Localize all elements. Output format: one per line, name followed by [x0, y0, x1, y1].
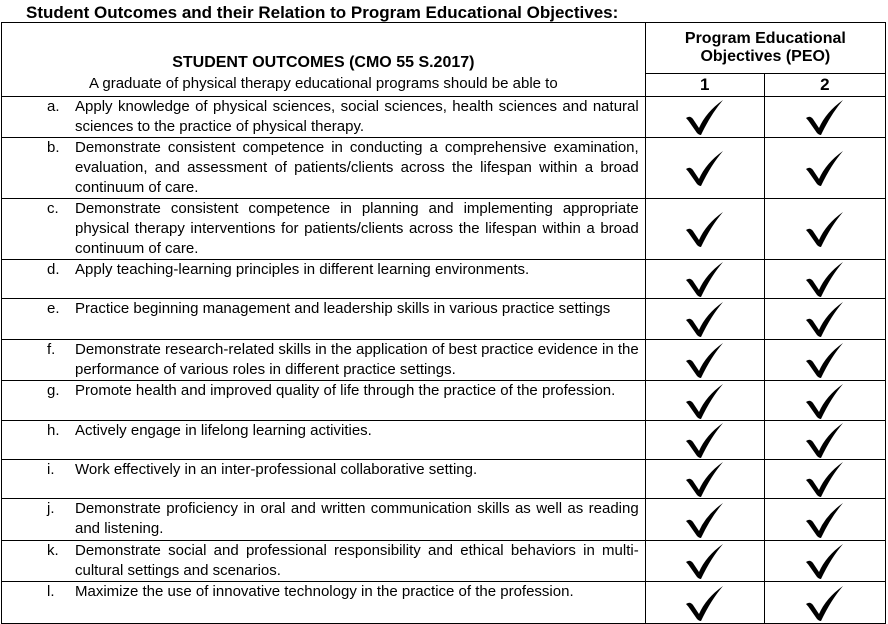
outcome-row — [2, 541, 886, 582]
peo-header-line1: Program Educational — [684, 30, 846, 47]
peo-1-cell — [645, 460, 764, 499]
outcome-cell — [2, 381, 646, 421]
peo-2-cell — [764, 460, 885, 499]
peo-1-cell — [645, 299, 764, 340]
outcome-cell — [2, 421, 646, 460]
checkmark-icon — [804, 341, 846, 379]
checkmark-icon — [684, 542, 726, 580]
checkmark-icon — [684, 98, 726, 136]
peo-2-cell — [764, 340, 885, 381]
checkmark-icon — [804, 210, 846, 248]
checkmark-icon — [684, 341, 726, 379]
peo-1-cell — [645, 138, 764, 199]
checkmark-icon — [804, 421, 846, 459]
outcomes-header-subtitle: A graduate of physical therapy educational programs should be able to — [89, 75, 558, 92]
peo-number-1: 1 — [645, 74, 764, 97]
outcome-letter: a. — [47, 98, 60, 115]
outcome-text: Actively engage in lifelong learning activities. — [75, 422, 372, 439]
outcome-text: Work effectively in an inter-professional collaborative setting. — [75, 461, 478, 478]
outcome-text: Demonstrate consistent competence in planning and implementing appropriate physical therapy interventions for patients/clients across the lifespan within a broad continuum of care. — [75, 200, 639, 257]
outcome-text: Demonstrate research-related skills in the application of best practice evidence in the performance of various roles in different practice settings. — [75, 341, 639, 378]
outcome-cell — [2, 582, 646, 624]
outcome-letter: c. — [47, 200, 59, 217]
peo-2-cell — [764, 541, 885, 582]
peo-1-cell — [645, 97, 764, 138]
peo-2-cell — [764, 499, 885, 541]
outcomes-header-title: STUDENT OUTCOMES (CMO 55 S.2017) — [172, 54, 475, 71]
peo-1-cell — [645, 541, 764, 582]
outcome-row — [2, 138, 886, 199]
peo-1-cell — [645, 381, 764, 421]
outcome-letter: l. — [47, 583, 55, 600]
peo-1-cell — [645, 199, 764, 260]
checkmark-icon — [804, 584, 846, 622]
peo-1-cell — [645, 421, 764, 460]
checkmark-icon — [684, 300, 726, 338]
checkmark-icon — [684, 260, 726, 298]
outcome-letter: e. — [47, 300, 60, 317]
peo-1-cell — [645, 340, 764, 381]
checkmark-icon — [684, 501, 726, 539]
checkmark-icon — [804, 460, 846, 498]
peo-2-cell — [764, 582, 885, 624]
peo-2-cell — [764, 260, 885, 299]
outcome-cell — [2, 97, 646, 138]
outcome-row — [2, 260, 886, 299]
outcome-row — [2, 199, 886, 260]
outcome-letter: d. — [47, 261, 60, 278]
checkmark-icon — [804, 542, 846, 580]
outcome-letter: b. — [47, 139, 60, 156]
outcome-letter: j. — [47, 500, 55, 517]
outcome-text: Practice beginning management and leadership skills in various practice settings — [75, 300, 611, 317]
outcome-row — [2, 299, 886, 340]
outcome-cell — [2, 260, 646, 299]
checkmark-icon — [684, 460, 726, 498]
peo-2-cell — [764, 381, 885, 421]
peo-2-cell — [764, 138, 885, 199]
checkmark-icon — [684, 584, 726, 622]
peo-2-cell — [764, 421, 885, 460]
outcome-row — [2, 340, 886, 381]
checkmark-icon — [684, 382, 726, 420]
peo-2-cell — [764, 299, 885, 340]
outcome-letter: h. — [47, 422, 60, 439]
outcome-row — [2, 499, 886, 541]
outcome-row — [2, 582, 886, 624]
outcomes-header — [2, 23, 646, 97]
outcome-text: Demonstrate consistent competence in conducting a comprehensive examination, evaluation, and assessment of patients/clients across the lifespan within a broad continuum of care. — [75, 139, 639, 196]
peo-header-line2: Objectives (PEO) — [700, 48, 831, 65]
checkmark-icon — [804, 501, 846, 539]
outcome-text: Apply knowledge of physical sciences, social sciences, health sciences and natural sciences to the practice of physical therapy. — [75, 98, 639, 135]
outcome-text: Apply teaching-learning principles in different learning environments. — [75, 261, 530, 278]
outcome-letter: k. — [47, 542, 59, 559]
outcome-row — [2, 421, 886, 460]
outcome-cell — [2, 199, 646, 260]
checkmark-icon — [684, 149, 726, 187]
peo-1-cell — [645, 260, 764, 299]
outcome-cell — [2, 460, 646, 499]
peo-header — [645, 23, 885, 74]
outcome-cell — [2, 138, 646, 199]
header-row — [2, 23, 886, 74]
checkmark-icon — [804, 300, 846, 338]
outcome-text: Promote health and improved quality of life through the practice of the profession. — [75, 382, 616, 399]
outcome-row — [2, 460, 886, 499]
outcome-cell — [2, 499, 646, 541]
outcome-cell — [2, 541, 646, 582]
peo-2-cell — [764, 199, 885, 260]
checkmark-icon — [804, 149, 846, 187]
outcomes-table — [1, 22, 886, 624]
checkmark-icon — [684, 421, 726, 459]
checkmark-icon — [804, 382, 846, 420]
peo-number-2: 2 — [764, 74, 885, 97]
outcome-cell — [2, 340, 646, 381]
peo-1-cell — [645, 499, 764, 541]
peo-1-cell — [645, 582, 764, 624]
outcome-row — [2, 97, 886, 138]
page-title: Student Outcomes and their Relation to Program Educational Objectives: — [26, 3, 619, 22]
peo-2-cell — [764, 97, 885, 138]
outcome-row — [2, 381, 886, 421]
outcome-letter: i. — [47, 461, 55, 478]
checkmark-icon — [684, 210, 726, 248]
outcome-text: Maximize the use of innovative technology in the practice of the profession. — [75, 583, 574, 600]
outcome-letter: f. — [47, 341, 56, 358]
outcome-cell — [2, 299, 646, 340]
outcome-text: Demonstrate social and professional responsibility and ethical behaviors in multi-cultural settings and scenarios. — [75, 542, 639, 579]
checkmark-icon — [804, 98, 846, 136]
checkmark-icon — [804, 260, 846, 298]
outcome-text: Demonstrate proficiency in oral and written communication skills as well as reading and listening. — [75, 500, 639, 537]
outcome-letter: g. — [47, 382, 60, 399]
